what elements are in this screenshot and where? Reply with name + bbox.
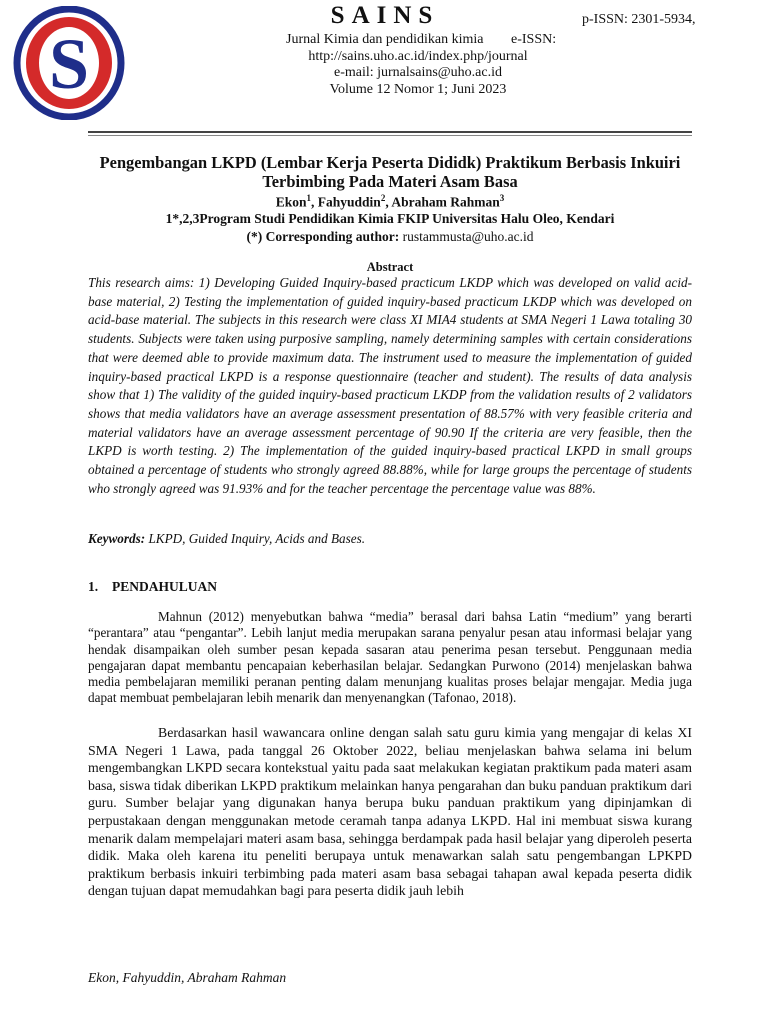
author-affiliation-number: 3 [499, 193, 505, 203]
abstract-heading: Abstract [366, 260, 414, 274]
corresponding-label: (*) Corresponding author: [246, 229, 400, 244]
author-name: Ekon [275, 194, 307, 210]
corresponding-email[interactable]: rustammusta@uho.ac.id [399, 229, 534, 244]
journal-volume: Volume 12 Nomor 1; Juni 2023 [329, 81, 507, 97]
section-heading [88, 579, 217, 595]
journal-info [268, 32, 568, 98]
corresponding-author [80, 229, 700, 245]
paper-title: Pengembangan LKPD (Lembar Kerja Peserta Dididk) Praktikum Berbasis Inkuiri Terbimbing Pada Materi Asam Basa [99, 153, 681, 191]
section-number: 1. [88, 579, 99, 594]
running-footer: Ekon, Fahyuddin, Abraham Rahman [88, 970, 287, 985]
e-issn: e-ISSN: [511, 32, 557, 47]
header-divider-thin [88, 135, 692, 136]
journal-name: SAINS [330, 2, 440, 29]
author-affiliation-number: 1 [306, 193, 312, 203]
section-title: PENDAHULUAN [112, 579, 218, 594]
journal-url[interactable]: http://sains.uho.ac.id/index.php/journal [308, 48, 528, 64]
journal-logo [12, 6, 126, 120]
p-issn: p-ISSN: 2301-5934, [582, 12, 696, 27]
author-list: Ekon$^1$, Fahyuddin$^2$, Abraham Rahman$^3$ [275, 193, 505, 210]
author-name: Abraham Rahman [391, 194, 500, 210]
author-affiliation-number: 2 [380, 193, 386, 203]
header-divider [88, 131, 692, 133]
journal-subtitle: Jurnal Kimia dan pendidikan kimia [286, 32, 484, 47]
journal-email[interactable]: e-mail: jurnalsains@uho.ac.id [333, 65, 502, 80]
affiliation: 1*,2,3Program Studi Pendidikan Kimia FKIP Universitas Halu Oleo, Kendari [165, 211, 615, 226]
abstract-text: This research aims: 1) Developing Guided Inquiry-based practicum LKDP which was developed on valid acid-base material, 2) Testing the implementation of guided inquiry-based practicum LKDP which was developed on acid-base material. The subjects in this research were class XI MIA4 students at SMA Negeri 1 Lawa totaling 30 students. Subjects were taken using purposive sampling, namely determining samples with certain considerations that were deemed able to provide maximum data. The instrument used to measure the implementation of guided inquiry-based practical LKPD is a response questionnaire (teacher and student). The results of data analysis show that 1) The validity of the guided inquiry-based practicum LKDP from the validation results of 2 validators shows that media validators have an average assessment presentation of 88.57% with very feasible criteria and material validators have an average assessment percentage of 90.90 If the criteria are very feasible, then the LKPD is worth testing. 2) The implementation of the guided inquiry-based practical LKPD in small groups obtained a percentage of students who strongly agreed 88.88%, while for large groups the percentage of students who strongly agreed was 91.93% and for the teacher percentage the percentage value was 88%. [88, 275, 692, 496]
keywords-text: LKPD, Guided Inquiry, Acids and Bases. [145, 531, 366, 546]
keywords [88, 531, 692, 547]
keywords-label: Keywords: [88, 531, 146, 546]
author-name: Fahyuddin [317, 194, 381, 210]
logo-letter: S [48, 24, 90, 104]
body-paragraph: Mahnun (2012) menyebutkan bahwa “media” berasal dari bahsa Latin “medium” yang berarti “perantara” atau “pengantar”. Lebih lanjut media merupakan sarana penyalur pesan atau informasi belajar yang hendak disampaikan oleh sumber pesan kepada sasaran atau penerima pesan tersebut. Penggunaan media pengajaran dapat membantu pencapaian keberhasilan belajar. Sedangkan Purwono (2014) menjelaskan bahwa media pembelajaran memiliki peranan penting dalam menunjang kualitas proses belajar mengajar. Media juga dapat membuat pembelajaran lebih menarik dan menyenangkan (Tafonao, 2018). [88, 609, 692, 706]
body-paragraph: Berdasarkan hasil wawancara online dengan salah satu guru kimia yang mengajar di kelas XI SMA Negeri 1 Lawa, pada tanggal 26 Oktober 2022, beliau menjelaskan bahwa selama ini belum mengembangkan LKPD secara kontekstual yaitu pada saat melakukan kegiatan praktikum pada materi asam basa, siswa tidak diberikan LKPD praktikum melainkan hanya pengarahan dan buku panduan praktikum dari guru. Sumber belajar yang digunakan hanya berupa buku panduan praktikum yang dipinjamkan di perpustakaan dengan menggunakan metode ceramah tanpa adanya LKPD. Hal ini membuat siswa kurang menarik dalam mempelajari materi asam basa, sehingga berdampak pada hasil belajar yang diperoleh peserta didik. Maka oleh karena itu peneliti berupaya untuk menawarkan salah satu pengembangan LPKPD praktikum berbasis inkuiri terbimbing pada materi asam basa sebagai tahapan awal kepada peserta didik dengan tujuan dapat memudahkan bagi para peserta didik jauh lebih [88, 725, 692, 899]
